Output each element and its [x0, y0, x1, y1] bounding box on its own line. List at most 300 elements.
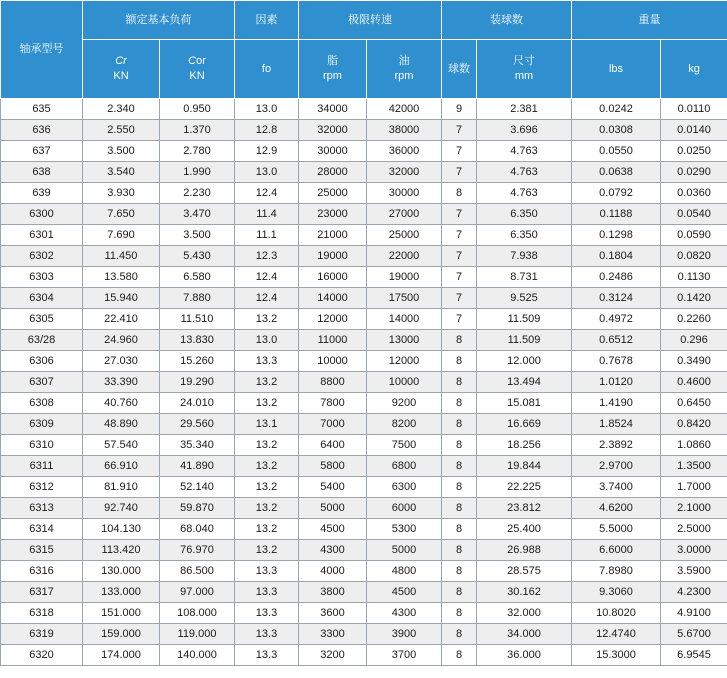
cell-weight-lbs: 0.1298 [572, 225, 661, 246]
cell-cor: 2.780 [160, 141, 235, 162]
cell-fo: 13.3 [235, 351, 299, 372]
cell-cor: 3.500 [160, 225, 235, 246]
cell-oil-speed: 3900 [367, 624, 442, 645]
cell-grease-speed: 32000 [299, 120, 367, 141]
cell-weight-kg: 1.3500 [661, 456, 727, 477]
cell-fo: 13.2 [235, 456, 299, 477]
cell-weight-lbs: 0.1188 [572, 204, 661, 225]
cell-weight-lbs: 0.0792 [572, 183, 661, 204]
cell-oil-speed: 19000 [367, 267, 442, 288]
cell-cr: 15.940 [83, 288, 160, 309]
table-row [1, 183, 727, 204]
cell-oil-speed: 3700 [367, 645, 442, 666]
cell-weight-lbs: 6.6000 [572, 540, 661, 561]
cell-cor: 19.290 [160, 372, 235, 393]
cell-ball-count: 8 [442, 456, 477, 477]
cell-ball-count: 8 [442, 477, 477, 498]
header-cor-subscript: or [196, 55, 206, 67]
cell-grease-speed: 5800 [299, 456, 367, 477]
cell-ball-size: 15.081 [477, 393, 572, 414]
cell-grease-speed: 4500 [299, 519, 367, 540]
cell-cor: 13.830 [160, 330, 235, 351]
cell-grease-speed: 30000 [299, 141, 367, 162]
cell-ball-count: 8 [442, 330, 477, 351]
cell-cor: 68.040 [160, 519, 235, 540]
cell-grease-speed: 5000 [299, 498, 367, 519]
cell-grease-speed: 6400 [299, 435, 367, 456]
table-row [1, 393, 727, 414]
cell-weight-kg: 0.2260 [661, 309, 727, 330]
table-header [1, 1, 727, 99]
cell-cor: 15.260 [160, 351, 235, 372]
cell-weight-lbs: 0.3124 [572, 288, 661, 309]
header-oil [367, 40, 442, 99]
cell-cor: 76.970 [160, 540, 235, 561]
cell-cor: 41.890 [160, 456, 235, 477]
cell-weight-lbs: 1.0120 [572, 372, 661, 393]
cell-ball-count: 8 [442, 351, 477, 372]
cell-weight-lbs: 3.7400 [572, 477, 661, 498]
cell-weight-lbs: 0.0242 [572, 99, 661, 120]
cell-bearing-model: 6300 [1, 204, 83, 225]
cell-weight-kg: 0.0820 [661, 246, 727, 267]
cell-ball-count: 8 [442, 393, 477, 414]
cell-weight-lbs: 0.0308 [572, 120, 661, 141]
cell-cr: 24.960 [83, 330, 160, 351]
cell-weight-lbs: 0.0638 [572, 162, 661, 183]
table-row [1, 477, 727, 498]
cell-weight-lbs: 0.0550 [572, 141, 661, 162]
table-row [1, 225, 727, 246]
table-row [1, 540, 727, 561]
cell-cr: 57.540 [83, 435, 160, 456]
cell-cr: 133.000 [83, 582, 160, 603]
cell-ball-size: 19.844 [477, 456, 572, 477]
cell-bearing-model: 6317 [1, 582, 83, 603]
cell-bearing-model: 63/28 [1, 330, 83, 351]
cell-cor: 2.230 [160, 183, 235, 204]
cell-bearing-model: 6306 [1, 351, 83, 372]
cell-weight-lbs: 4.6200 [572, 498, 661, 519]
cell-ball-count: 7 [442, 120, 477, 141]
table-row [1, 624, 727, 645]
cell-grease-speed: 3300 [299, 624, 367, 645]
cell-cor: 52.140 [160, 477, 235, 498]
cell-oil-speed: 6800 [367, 456, 442, 477]
cell-weight-kg: 0.296 [661, 330, 727, 351]
header-cor-symbol: C [188, 55, 197, 67]
cell-oil-speed: 6000 [367, 498, 442, 519]
cell-cr: 2.550 [83, 120, 160, 141]
cell-grease-speed: 5400 [299, 477, 367, 498]
cell-oil-speed: 9200 [367, 393, 442, 414]
cell-grease-speed: 19000 [299, 246, 367, 267]
cell-grease-speed: 7000 [299, 414, 367, 435]
cell-fo: 13.3 [235, 603, 299, 624]
cell-weight-kg: 5.6700 [661, 624, 727, 645]
header-limit-speed: 极限转速 [299, 1, 442, 40]
cell-ball-size: 12.000 [477, 351, 572, 372]
header-cor [160, 40, 235, 99]
cell-weight-lbs: 1.8524 [572, 414, 661, 435]
cell-cr: 27.030 [83, 351, 160, 372]
cell-weight-kg: 4.2300 [661, 582, 727, 603]
cell-bearing-model: 6315 [1, 540, 83, 561]
cell-bearing-model: 6311 [1, 456, 83, 477]
cell-ball-size: 7.938 [477, 246, 572, 267]
table-row [1, 414, 727, 435]
cell-bearing-model: 6314 [1, 519, 83, 540]
table-row [1, 162, 727, 183]
table-row [1, 351, 727, 372]
cell-ball-count: 7 [442, 267, 477, 288]
cell-cr: 11.450 [83, 246, 160, 267]
cell-bearing-model: 6304 [1, 288, 83, 309]
cell-bearing-model: 6309 [1, 414, 83, 435]
cell-oil-speed: 12000 [367, 351, 442, 372]
table-row [1, 456, 727, 477]
cell-fo: 13.2 [235, 519, 299, 540]
cell-cor: 59.870 [160, 498, 235, 519]
cell-oil-speed: 5000 [367, 540, 442, 561]
header-cr-unit: KN [113, 70, 129, 82]
header-size-unit: mm [514, 70, 534, 82]
cell-weight-lbs: 2.9700 [572, 456, 661, 477]
cell-oil-speed: 10000 [367, 372, 442, 393]
cell-bearing-model: 636 [1, 120, 83, 141]
cell-cr: 7.690 [83, 225, 160, 246]
table-row [1, 309, 727, 330]
cell-ball-count: 7 [442, 162, 477, 183]
header-ball-count: 球数 [442, 40, 477, 99]
cell-oil-speed: 6300 [367, 477, 442, 498]
cell-ball-size: 25.400 [477, 519, 572, 540]
cell-fo: 13.1 [235, 414, 299, 435]
table-row [1, 204, 727, 225]
cell-cor: 97.000 [160, 582, 235, 603]
cell-cr: 130.000 [83, 561, 160, 582]
cell-ball-size: 6.350 [477, 204, 572, 225]
table-row [1, 141, 727, 162]
table-row [1, 582, 727, 603]
table-row [1, 435, 727, 456]
header-oil-unit: rpm [394, 70, 414, 82]
cell-weight-kg: 0.8420 [661, 414, 727, 435]
cell-ball-count: 8 [442, 414, 477, 435]
cell-weight-kg: 3.0000 [661, 540, 727, 561]
cell-fo: 13.2 [235, 372, 299, 393]
table-row [1, 99, 727, 120]
cell-oil-speed: 7500 [367, 435, 442, 456]
cell-oil-speed: 42000 [367, 99, 442, 120]
cell-cor: 1.370 [160, 120, 235, 141]
cell-weight-kg: 0.3490 [661, 351, 727, 372]
cell-grease-speed: 16000 [299, 267, 367, 288]
table-row [1, 246, 727, 267]
cell-oil-speed: 38000 [367, 120, 442, 141]
cell-ball-size: 18.256 [477, 435, 572, 456]
cell-ball-count: 8 [442, 435, 477, 456]
cell-weight-lbs: 9.3060 [572, 582, 661, 603]
cell-oil-speed: 27000 [367, 204, 442, 225]
cell-weight-kg: 0.1420 [661, 288, 727, 309]
cell-weight-kg: 0.0110 [661, 99, 727, 120]
cell-oil-speed: 8200 [367, 414, 442, 435]
cell-fo: 13.2 [235, 393, 299, 414]
table-row [1, 603, 727, 624]
cell-cor: 5.430 [160, 246, 235, 267]
cell-ball-count: 8 [442, 561, 477, 582]
cell-weight-kg: 1.0860 [661, 435, 727, 456]
cell-bearing-model: 6313 [1, 498, 83, 519]
cell-fo: 13.2 [235, 540, 299, 561]
cell-ball-count: 7 [442, 288, 477, 309]
cell-oil-speed: 5300 [367, 519, 442, 540]
cell-ball-count: 7 [442, 309, 477, 330]
cell-ball-size: 23.812 [477, 498, 572, 519]
cell-oil-speed: 17500 [367, 288, 442, 309]
cell-grease-speed: 28000 [299, 162, 367, 183]
cell-fo: 12.4 [235, 267, 299, 288]
cell-cr: 7.650 [83, 204, 160, 225]
header-kg: kg [661, 40, 727, 99]
cell-ball-size: 4.763 [477, 162, 572, 183]
cell-weight-kg: 0.0290 [661, 162, 727, 183]
cell-ball-size: 6.350 [477, 225, 572, 246]
cell-fo: 13.2 [235, 477, 299, 498]
cell-bearing-model: 6302 [1, 246, 83, 267]
header-cor-unit: KN [189, 70, 205, 82]
cell-fo: 11.4 [235, 204, 299, 225]
cell-grease-speed: 3800 [299, 582, 367, 603]
cell-bearing-model: 6307 [1, 372, 83, 393]
cell-fo: 12.4 [235, 183, 299, 204]
cell-cor: 6.580 [160, 267, 235, 288]
cell-fo: 13.3 [235, 645, 299, 666]
cell-fo: 13.2 [235, 435, 299, 456]
cell-cor: 108.000 [160, 603, 235, 624]
cell-cr: 174.000 [83, 645, 160, 666]
cell-bearing-model: 6301 [1, 225, 83, 246]
cell-bearing-model: 6312 [1, 477, 83, 498]
header-bearing-model: 轴承型号 [1, 1, 83, 99]
table-row [1, 498, 727, 519]
cell-weight-lbs: 1.4190 [572, 393, 661, 414]
cell-bearing-model: 6318 [1, 603, 83, 624]
cell-grease-speed: 12000 [299, 309, 367, 330]
header-ball-complement: 装球数 [442, 1, 572, 40]
cell-fo: 11.1 [235, 225, 299, 246]
cell-bearing-model: 637 [1, 141, 83, 162]
header-grease-label: 脂 [327, 55, 338, 67]
cell-ball-count: 8 [442, 372, 477, 393]
cell-cor: 140.000 [160, 645, 235, 666]
cell-ball-count: 7 [442, 204, 477, 225]
cell-weight-lbs: 5.5000 [572, 519, 661, 540]
cell-cor: 29.560 [160, 414, 235, 435]
cell-cr: 3.500 [83, 141, 160, 162]
cell-ball-size: 4.763 [477, 183, 572, 204]
header-weight: 重量 [572, 1, 727, 40]
cell-ball-size: 2.381 [477, 99, 572, 120]
cell-grease-speed: 14000 [299, 288, 367, 309]
header-size-label: 尺寸 [513, 55, 535, 67]
table-row [1, 120, 727, 141]
cell-ball-size: 26.988 [477, 540, 572, 561]
cell-bearing-model: 6303 [1, 267, 83, 288]
cell-ball-size: 4.763 [477, 141, 572, 162]
cell-weight-kg: 1.7000 [661, 477, 727, 498]
cell-weight-kg: 0.0540 [661, 204, 727, 225]
cell-oil-speed: 14000 [367, 309, 442, 330]
cell-cr: 92.740 [83, 498, 160, 519]
cell-weight-kg: 0.6450 [661, 393, 727, 414]
cell-weight-lbs: 0.1804 [572, 246, 661, 267]
cell-fo: 13.3 [235, 561, 299, 582]
cell-ball-size: 3.696 [477, 120, 572, 141]
cell-weight-kg: 3.5900 [661, 561, 727, 582]
cell-grease-speed: 10000 [299, 351, 367, 372]
cell-cor: 3.470 [160, 204, 235, 225]
cell-bearing-model: 6316 [1, 561, 83, 582]
cell-fo: 12.9 [235, 141, 299, 162]
table-row [1, 288, 727, 309]
cell-ball-size: 22.225 [477, 477, 572, 498]
cell-grease-speed: 4000 [299, 561, 367, 582]
cell-cr: 48.890 [83, 414, 160, 435]
cell-cr: 104.130 [83, 519, 160, 540]
header-factor: 因素 [235, 1, 299, 40]
header-oil-label: 油 [398, 55, 410, 67]
cell-oil-speed: 4800 [367, 561, 442, 582]
cell-cr: 2.340 [83, 99, 160, 120]
cell-bearing-model: 639 [1, 183, 83, 204]
cell-grease-speed: 8800 [299, 372, 367, 393]
cell-ball-count: 8 [442, 582, 477, 603]
cell-weight-kg: 2.5000 [661, 519, 727, 540]
cell-cor: 119.000 [160, 624, 235, 645]
table-row [1, 330, 727, 351]
cell-weight-kg: 0.0250 [661, 141, 727, 162]
header-cr-symbol: Cr [115, 55, 127, 67]
cell-ball-size: 9.525 [477, 288, 572, 309]
cell-weight-lbs: 0.4972 [572, 309, 661, 330]
cell-oil-speed: 4300 [367, 603, 442, 624]
table-row [1, 645, 727, 666]
cell-ball-count: 8 [442, 540, 477, 561]
cell-oil-speed: 22000 [367, 246, 442, 267]
cell-ball-size: 16.669 [477, 414, 572, 435]
cell-oil-speed: 32000 [367, 162, 442, 183]
header-cr [83, 40, 160, 99]
cell-weight-lbs: 12.4740 [572, 624, 661, 645]
cell-ball-count: 7 [442, 246, 477, 267]
cell-grease-speed: 25000 [299, 183, 367, 204]
cell-weight-lbs: 0.7678 [572, 351, 661, 372]
cell-weight-kg: 0.0360 [661, 183, 727, 204]
cell-oil-speed: 25000 [367, 225, 442, 246]
cell-fo: 13.0 [235, 330, 299, 351]
cell-cr: 113.420 [83, 540, 160, 561]
cell-fo: 13.0 [235, 162, 299, 183]
cell-ball-count: 8 [442, 519, 477, 540]
cell-cor: 35.340 [160, 435, 235, 456]
cell-fo: 12.8 [235, 120, 299, 141]
table-row [1, 267, 727, 288]
cell-fo: 13.2 [235, 498, 299, 519]
cell-cr: 13.580 [83, 267, 160, 288]
cell-grease-speed: 34000 [299, 99, 367, 120]
cell-ball-count: 7 [442, 225, 477, 246]
cell-cr: 3.540 [83, 162, 160, 183]
header-rated-load: 额定基本负荷 [83, 1, 235, 40]
table-row [1, 372, 727, 393]
header-grease [299, 40, 367, 99]
header-fo: fo [235, 40, 299, 99]
cell-ball-count: 8 [442, 498, 477, 519]
cell-grease-speed: 7800 [299, 393, 367, 414]
cell-weight-kg: 0.0590 [661, 225, 727, 246]
cell-ball-count: 7 [442, 141, 477, 162]
cell-ball-size: 11.509 [477, 309, 572, 330]
cell-grease-speed: 3200 [299, 645, 367, 666]
cell-ball-size: 11.509 [477, 330, 572, 351]
cell-grease-speed: 4300 [299, 540, 367, 561]
cell-cr: 66.910 [83, 456, 160, 477]
cell-oil-speed: 13000 [367, 330, 442, 351]
cell-grease-speed: 23000 [299, 204, 367, 225]
cell-bearing-model: 6320 [1, 645, 83, 666]
cell-grease-speed: 3600 [299, 603, 367, 624]
table-row [1, 519, 727, 540]
cell-cr: 3.930 [83, 183, 160, 204]
cell-bearing-model: 638 [1, 162, 83, 183]
cell-fo: 12.4 [235, 288, 299, 309]
cell-cor: 7.880 [160, 288, 235, 309]
cell-weight-lbs: 0.6512 [572, 330, 661, 351]
cell-oil-speed: 4500 [367, 582, 442, 603]
table-body [1, 99, 727, 666]
cell-weight-kg: 4.9100 [661, 603, 727, 624]
cell-cr: 33.390 [83, 372, 160, 393]
cell-fo: 13.3 [235, 582, 299, 603]
cell-grease-speed: 21000 [299, 225, 367, 246]
header-grease-unit: rpm [323, 70, 342, 82]
cell-ball-count: 8 [442, 645, 477, 666]
cell-weight-kg: 0.0140 [661, 120, 727, 141]
cell-weight-lbs: 10.8020 [572, 603, 661, 624]
cell-oil-speed: 30000 [367, 183, 442, 204]
cell-ball-count: 8 [442, 603, 477, 624]
table-row [1, 561, 727, 582]
cell-bearing-model: 6308 [1, 393, 83, 414]
cell-fo: 13.0 [235, 99, 299, 120]
cell-cr: 81.910 [83, 477, 160, 498]
header-size [477, 40, 572, 99]
cell-weight-lbs: 2.3892 [572, 435, 661, 456]
cell-bearing-model: 6305 [1, 309, 83, 330]
cell-grease-speed: 11000 [299, 330, 367, 351]
cell-cor: 11.510 [160, 309, 235, 330]
cell-ball-count: 8 [442, 624, 477, 645]
cell-weight-kg: 0.1130 [661, 267, 727, 288]
cell-ball-size: 30.162 [477, 582, 572, 603]
cell-bearing-model: 6310 [1, 435, 83, 456]
cell-bearing-model: 635 [1, 99, 83, 120]
cell-weight-lbs: 0.2486 [572, 267, 661, 288]
cell-oil-speed: 36000 [367, 141, 442, 162]
cell-cor: 24.010 [160, 393, 235, 414]
